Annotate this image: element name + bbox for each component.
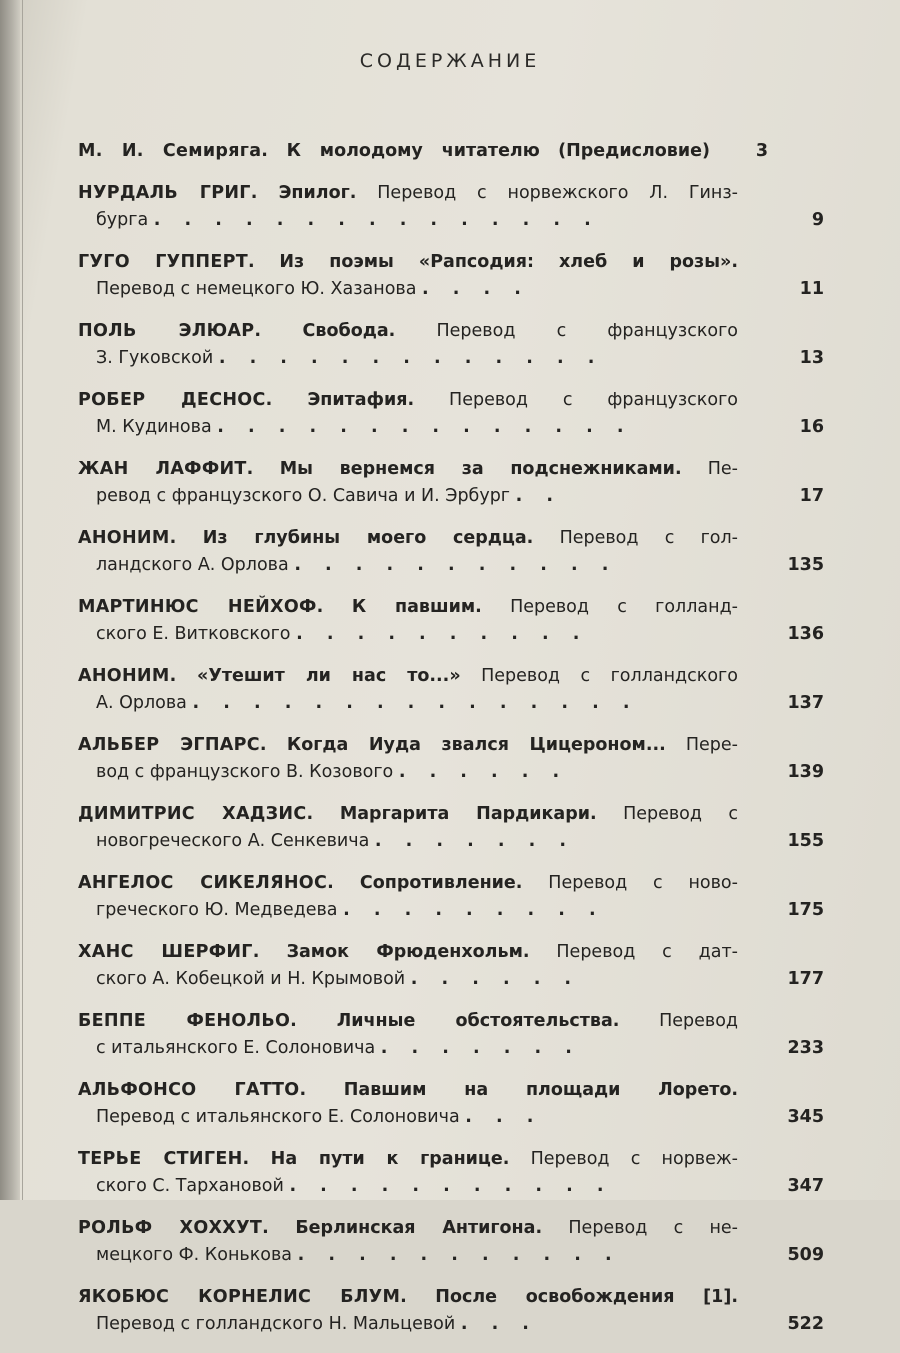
- toc-author: ХАНС ШЕРФИГ.: [78, 942, 260, 962]
- toc-title: Когда Иуда звался Цицероном...: [286, 735, 666, 755]
- toc-title: Из глубины моего сердца.: [202, 528, 534, 548]
- toc-entry-line-2: [78, 1242, 696, 1269]
- toc-line-1-rest: Перевод с голланд-: [510, 597, 738, 617]
- toc-entry-line-1: [78, 387, 738, 414]
- toc-entry: [78, 138, 828, 165]
- toc-translator: М. Кудинова: [96, 417, 212, 437]
- toc-entry: [78, 663, 828, 717]
- toc-entry-line-1: [78, 525, 738, 552]
- toc-entry: [78, 180, 828, 234]
- toc-line-1-rest: Перевод с норвежского Л. Гинз-: [377, 183, 738, 203]
- toc-leader-dots: . . . . . . . . . . . . . . .: [153, 210, 600, 230]
- toc-entry-line-2: [78, 207, 696, 234]
- toc-title: Свобода.: [302, 321, 396, 341]
- toc-entry: [78, 594, 828, 648]
- toc-entry: [78, 939, 828, 993]
- toc-page-number: 155: [787, 831, 824, 851]
- toc-page-number: 233: [787, 1038, 824, 1058]
- toc-entry-line-2: [78, 414, 696, 441]
- toc-leader-dots: . . . . . . .: [374, 831, 575, 851]
- toc-line-1-rest: Перевод с французского: [436, 321, 738, 341]
- toc-line-1-rest: (Предисловие): [558, 141, 710, 161]
- toc-leader-dots: . . .: [460, 1314, 538, 1334]
- toc-translator: Перевод с голландского Н. Мальцевой: [96, 1314, 456, 1334]
- toc-entry: [78, 456, 828, 510]
- toc-line-1-rest: Перевод: [659, 1011, 738, 1031]
- toc-entry-line-1: [78, 1146, 738, 1173]
- toc-author: АНОНИМ.: [78, 666, 177, 686]
- toc-entry-line-1: [78, 870, 738, 897]
- toc-leader-dots: . . . . . . . . .: [343, 900, 605, 920]
- toc-entry-line-1: [78, 318, 738, 345]
- toc-entry-line-2: [78, 483, 696, 510]
- toc-page-number: 9: [811, 210, 824, 230]
- toc-page-number: 136: [787, 624, 824, 644]
- toc-entry-line-2: [78, 828, 696, 855]
- toc-translator: Перевод с немецкого Ю. Хазанова: [96, 279, 417, 299]
- toc-entry-line-1: [78, 663, 738, 690]
- toc-translator: мецкого Ф. Конькова: [96, 1245, 293, 1265]
- toc-entry: [78, 387, 828, 441]
- toc-entry-line-2: [78, 1104, 696, 1131]
- toc-author: АЛЬБЕР ЭГПАРС.: [78, 735, 267, 755]
- toc-author: БЕППЕ ФЕНОЛЬО.: [78, 1011, 298, 1031]
- toc-leader-dots: . . . . . .: [410, 969, 581, 989]
- toc-translator: новогреческого А. Сенкевича: [96, 831, 370, 851]
- toc-author: РОБЕР ДЕСНОС.: [78, 390, 273, 410]
- toc-entry-line-2: [78, 897, 696, 924]
- toc-entry: [78, 318, 828, 372]
- toc-page-number: 13: [799, 348, 824, 368]
- toc-line-1-rest: Перевод с дат-: [556, 942, 738, 962]
- toc-leader-dots: . . . . . . . . . . .: [289, 1176, 613, 1196]
- toc-line-1-rest: Пе-: [707, 459, 738, 479]
- toc-translator: бурга: [96, 210, 149, 230]
- toc-title: Берлинская Антигона.: [295, 1218, 543, 1238]
- toc-translator: Перевод с итальянского Е. Солоновича: [96, 1107, 460, 1127]
- contents-heading: СОДЕРЖАНИЕ: [359, 50, 541, 72]
- toc-entry-line-2: [78, 552, 696, 579]
- toc-author: ЖАН ЛАФФИТ.: [78, 459, 254, 479]
- toc-title: На пути к границе.: [270, 1149, 510, 1169]
- toc-page-number: 135: [787, 555, 824, 575]
- toc-line-1-rest: Перевод с голландского: [481, 666, 738, 686]
- toc-author: ГУГО ГУППЕРТ.: [78, 252, 255, 272]
- toc-line-1-rest: Перевод с ново-: [548, 873, 738, 893]
- toc-title: «Утешит ли нас то...»: [197, 666, 461, 686]
- toc-leader-dots: . . . . . . . . . . . . . . .: [192, 693, 639, 713]
- toc-entry: [78, 732, 828, 786]
- toc-author: АЛЬФОНСО ГАТТО.: [78, 1080, 307, 1100]
- toc-author: МАРТИНЮС НЕЙХОФ.: [78, 597, 324, 617]
- toc-title: Эпитафия.: [307, 390, 415, 410]
- toc-page-number: 3: [755, 141, 768, 161]
- toc-entry: [78, 525, 828, 579]
- toc-entry: [78, 870, 828, 924]
- toc-title: Мы вернемся за подснежниками.: [279, 459, 682, 479]
- toc-leader-dots: . .: [515, 486, 562, 506]
- toc-line-1-rest: Перевод с гол-: [559, 528, 738, 548]
- toc-entry: [78, 1284, 828, 1338]
- toc-page-number: 509: [787, 1245, 824, 1265]
- toc-entry-line-2: [78, 276, 696, 303]
- toc-translator: А. Орлова: [96, 693, 187, 713]
- toc-entry-line-2: [78, 759, 696, 786]
- toc-entry-line-1: [78, 456, 738, 483]
- toc-leader-dots: . . . . . . . . . . . . . .: [217, 417, 633, 437]
- toc-entry-line-1: [78, 594, 738, 621]
- toc-page-number: 175: [787, 900, 824, 920]
- toc-author: АНОНИМ.: [78, 528, 177, 548]
- toc-translator: ского Е. Витковского: [96, 624, 291, 644]
- toc-title: Маргарита Пардикари.: [339, 804, 597, 824]
- toc-entry-line-1: [78, 732, 738, 759]
- toc-translator: ландского А. Орлова: [96, 555, 289, 575]
- toc-entry: [78, 1008, 828, 1062]
- toc-leader-dots: . . . . . . . . . . .: [297, 1245, 621, 1265]
- toc-author: РОЛЬФ ХОХХУТ.: [78, 1218, 270, 1238]
- toc-translator: греческого Ю. Медведева: [96, 900, 338, 920]
- toc-translator: ского А. Кобецкой и Н. Крымовой: [96, 969, 406, 989]
- toc-entry-line-1: [78, 180, 738, 207]
- toc-translator: ского С. Тархановой: [96, 1176, 284, 1196]
- toc-leader-dots: . . .: [465, 1107, 543, 1127]
- toc-page-number: 177: [787, 969, 824, 989]
- toc-author: ДИМИТРИС ХАДЗИС.: [78, 804, 314, 824]
- toc-translator: З. Гуковской: [96, 348, 214, 368]
- toc-page-number: 137: [787, 693, 824, 713]
- binding-edge: [22, 0, 23, 1200]
- toc-entry-line-1: [78, 1215, 738, 1242]
- toc-entry-line-2: [78, 1311, 696, 1338]
- toc-author: ПОЛЬ ЭЛЮАР.: [78, 321, 262, 341]
- toc-entry-line-1: [78, 1077, 738, 1104]
- toc-entry-line-2: [78, 1173, 696, 1200]
- table-of-contents: [78, 138, 828, 1353]
- toc-leader-dots: . . . . . .: [398, 762, 569, 782]
- toc-entry-line-2: [78, 345, 696, 372]
- toc-page-number: 522: [787, 1314, 824, 1334]
- toc-page-number: 17: [799, 486, 824, 506]
- book-binding: [0, 0, 20, 1200]
- toc-leader-dots: . . . . . . . . . . . . .: [218, 348, 604, 368]
- toc-author: АНГЕЛОС СИКЕЛЯНОС.: [78, 873, 335, 893]
- toc-translator: ревод с французского О. Савича и И. Эрбург: [96, 486, 511, 506]
- toc-line-1-rest: Пере-: [685, 735, 738, 755]
- toc-author: М. И. Семиряга.: [78, 141, 269, 161]
- toc-entry-line-2: [78, 690, 696, 717]
- toc-page-number: 347: [787, 1176, 824, 1196]
- toc-title: Замок Фрюденхольм.: [286, 942, 530, 962]
- toc-entry: [78, 249, 828, 303]
- toc-page-number: 11: [799, 279, 824, 299]
- toc-title: Эпилог.: [278, 183, 357, 203]
- toc-entry-line-1: [78, 249, 738, 276]
- toc-entry-line-1: [78, 1008, 738, 1035]
- toc-page-number: 139: [787, 762, 824, 782]
- toc-author: ЯКОБЮС КОРНЕЛИС БЛУМ.: [78, 1287, 408, 1307]
- toc-line-1-rest: Перевод с норвеж-: [530, 1149, 738, 1169]
- toc-author: ТЕРЬЕ СТИГЕН.: [78, 1149, 250, 1169]
- toc-entry-line-1: [78, 1284, 738, 1311]
- toc-line-1-rest: Перевод с не-: [568, 1218, 738, 1238]
- toc-entry-line-1: [78, 939, 738, 966]
- toc-leader-dots: . . . . . . . . . .: [296, 624, 589, 644]
- toc-line-1-rest: Из поэмы «Рапсодия: хлеб и розы».: [279, 252, 738, 272]
- toc-entry: [78, 1146, 828, 1200]
- toc-entry-line-2: [78, 1035, 696, 1062]
- toc-line-1-rest: Перевод с французского: [449, 390, 738, 410]
- toc-translator: с итальянского Е. Солоновича: [96, 1038, 376, 1058]
- toc-line-1-rest: Перевод с: [623, 804, 738, 824]
- toc-leader-dots: . . . . . . .: [380, 1038, 581, 1058]
- toc-author: НУРДАЛЬ ГРИГ.: [78, 183, 258, 203]
- toc-title: После освобождения [1].: [435, 1287, 738, 1307]
- toc-leader-dots: . . . .: [422, 279, 530, 299]
- toc-title: Личные обстоятельства.: [336, 1011, 620, 1031]
- toc-entry-line-1: [78, 801, 738, 828]
- toc-page-number: 16: [799, 417, 824, 437]
- toc-title: Сопротивление.: [359, 873, 523, 893]
- toc-entry-line-1: [78, 138, 710, 165]
- toc-entry: [78, 1077, 828, 1131]
- toc-title: Павшим на площади Лорето.: [343, 1080, 739, 1100]
- toc-entry: [78, 801, 828, 855]
- toc-entry-line-2: [78, 966, 696, 993]
- toc-title: К павшим.: [351, 597, 482, 617]
- toc-entry: [78, 1215, 828, 1269]
- toc-title: К молодому читателю: [286, 141, 540, 161]
- toc-page-number: 345: [787, 1107, 824, 1127]
- toc-translator: вод с французского В. Козового: [96, 762, 394, 782]
- toc-entry-line-2: [78, 621, 696, 648]
- toc-leader-dots: . . . . . . . . . . .: [294, 555, 618, 575]
